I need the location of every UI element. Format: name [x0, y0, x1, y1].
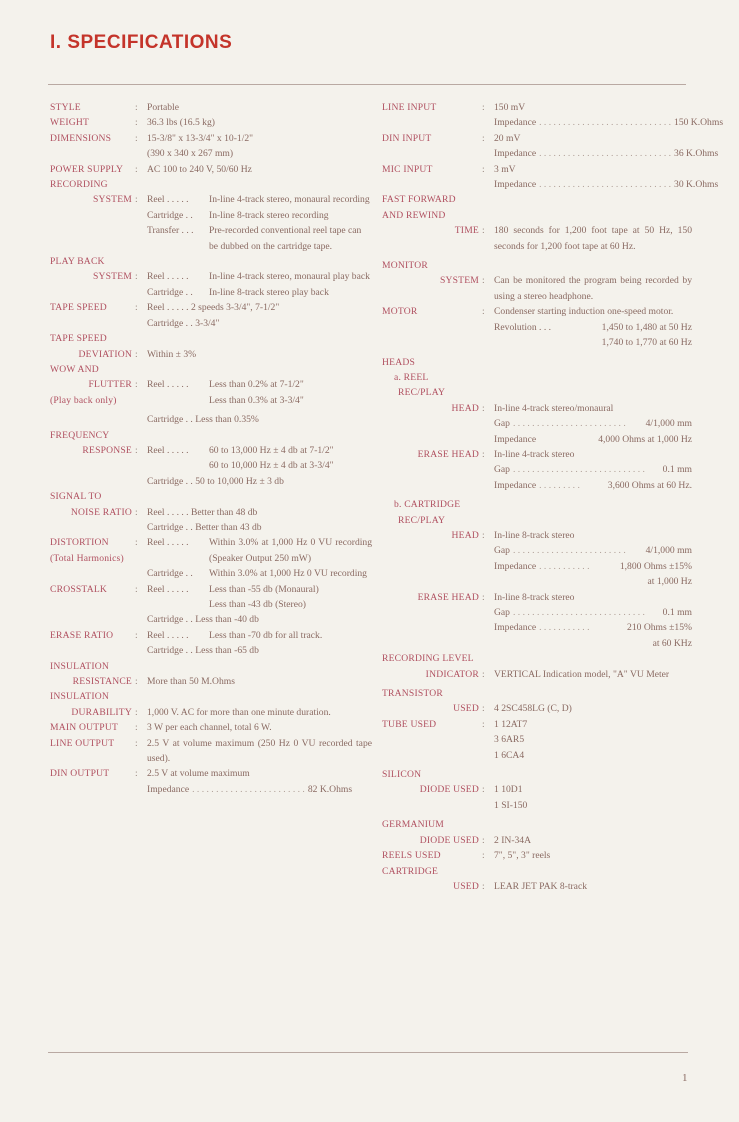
spec-playback: PLAY BACK SYSTEM : Reel . . . . . In-line 4-track stereo, monaural play back Cartridge . . In-line 8-track stereo play back [50, 256, 370, 298]
spec-line-output: LINE OUTPUT : 2.5 V at volume maximum (250 Hz 0 VU recorded tape used). [50, 737, 372, 765]
spec-power-supply: POWER SUPPLY : AC 100 to 240 V, 50/60 Hz [50, 163, 252, 175]
spec-insulation-resistance: INSULATION RESISTANCE : More than 50 M.Ohms [50, 660, 235, 688]
spec-recording-level-indicator: RECORDING LEVEL INDICATOR : VERTICAL Indication model, "A" VU Meter [382, 653, 670, 680]
right-spec-column [382, 100, 724, 894]
spec-transistor-used: TRANSISTOR USED : 4 2SC458LG (C, D) [382, 688, 572, 715]
spec-line-input: LINE INPUT : 150 mV Impedance . . . . . . . . . . . . . . . . . . . . . . . . . . . . 150 K.Ohms [382, 102, 724, 129]
spec-silicon-diode-used: SILICON DIODE USED : 1 10D1 1 SI-150 [382, 769, 528, 811]
spec-mic-input: MIC INPUT : 3 mV Impedance . . . . . . . . . . . . . . . . . . . . . . . . . . . . 30 K.Ohms [382, 163, 719, 191]
spec-cartridge-used: CARTRIDGE USED : LEAR JET PAK 8-track [382, 865, 587, 892]
spec-tube-used: TUBE USED : 1 12AT7 3 6AR5 1 6CA4 [382, 718, 528, 761]
spec-erase-ratio: ERASE RATIO : Reel . . . . . Less than -70 db for all track. Cartridge . . Less than -65 db [50, 629, 323, 657]
bottom-divider [48, 1052, 688, 1053]
page-number: 1 [682, 1072, 688, 1084]
page-title: I. SPECIFICATIONS [50, 32, 233, 53]
spec-crosstalk: CROSSTALK : Reel . . . . . Less than -55 db (Monaural) Less than -43 db (Stereo) Cartridge . . Less than -40 db [50, 583, 319, 626]
spec-main-output: MAIN OUTPUT : 3 W per each channel, total 6 W. [50, 722, 272, 734]
spec-tape-speed: TAPE SPEED : Reel . . . . . 2 speeds 3-3/4", 7-1/2" Cartridge . . 3-3/4" [50, 302, 280, 329]
spec-germanium-diode-used: GERMANIUM DIODE USED : 2 IN-34A [382, 819, 532, 846]
spec-signal-noise-ratio: SIGNAL TO NOISE RATIO : Reel . . . . . Better than 48 db Cartridge . . Better than 43 db [50, 491, 262, 533]
spec-insulation-durability: INSULATION DURABILITY : 1,000 V. AC for more than one minute duration. [50, 691, 331, 718]
left-spec-column [50, 100, 372, 797]
spec-weight: WEIGHT : 36.3 lbs (16.5 kg) [50, 117, 215, 129]
spec-style: STYLE : Portable [50, 102, 179, 113]
top-divider [48, 84, 686, 85]
spec-din-input: DIN INPUT : 20 mV Impedance . . . . . . . . . . . . . . . . . . . . . . . . . . . . 36 K.Ohms [382, 132, 719, 160]
spec-reels-used: REELS USED : 7", 5", 3" reels [382, 850, 551, 862]
spec-dimensions: DIMENSIONS : 15-3/8" x 13-3/4" x 10-1/2" (390 x 340 x 267 mm) [50, 132, 254, 160]
spec-fast-forward-rewind: FAST FORWARD AND REWIND TIME : 180 seconds for 1,200 foot tape at 50 Hz, 150 seconds for 1,200 foot tape at 60 Hz. [382, 194, 692, 252]
spec-distortion: DISTORTION (Total Harmonics) : Reel . . . . . Within 3.0% at 1,000 Hz 0 VU recording (Speaker Output 250 mW) Cartridge . . Within 3.0% at 1,000 Hz 0 VU recording [50, 537, 372, 580]
spec-monitor-system: MONITOR SYSTEM : Can be monitored the program being recorded by using a stereo headphone. [382, 260, 692, 302]
spec-wow-flutter: WOW AND FLUTTER (Play back only) : Reel . . . . . Less than 0.2% at 7-1/2" Less than 0.3% at 3-3/4" Cartridge . . Less than 0.35% [50, 363, 304, 426]
spec-heads: HEADS a. REEL REC/PLAY HEAD : In-line 4-track stereo/monaural Gap . . . . . . . . . . . . . . . . . . . . . . . . 4/1,000 mm Impedance 4,000 Ohms at 1,000 Hz ERASE HEAD : In-line 4-track stereo Gap . . . . . . . . . . . . . . . . . . . . . . . . . . . . 0.1 mm Impedance . . . . . . . . . 3,600 Ohms at 60 Hz. b. CARTRIDGE REC/PLAY HEAD : In-line 8-track stereo Gap . . . . . . . . . . . . . . . . . . . . . . . . 4/1,000 mm Impedance . . . . . . . . . . . 1,800 Ohms ±15% at 1,000 Hz ERASE HEAD : In-line 8-track stereo Gap . . . . . . . . . . . . . . . . . . . . . . . . . . . . 0.1 mm Impedance . . . . . . . . . . . 210 Ohms ±15% at 60 KHz [382, 356, 692, 649]
spec-frequency-response: FREQUENCY RESPONSE : Reel . . . . . 60 to 13,000 Hz ± 4 db at 7-1/2" 60 to 10,000 Hz ± 4 db at 3-3/4" Cartridge . . 50 to 10,000 Hz ± 3 db [50, 429, 334, 487]
spec-motor: MOTOR : Condenser starting induction one-speed motor. Revolution . . . 1,450 to 1,480 at 50 Hz 1,740 to 1,770 at 60 Hz [382, 306, 692, 349]
spec-tape-speed-deviation: TAPE SPEED DEVIATION : Within ± 3% [50, 333, 197, 360]
spec-din-output: DIN OUTPUT : 2.5 V at volume maximum Impedance . . . . . . . . . . . . . . . . . . . . . . . . 82 K.Ohms [50, 768, 353, 795]
spec-recording: RECORDING SYSTEM : Reel . . . . . In-line 4-track stereo, monaural recording Cartridge . . In-line 8-track stereo recording Transfer . . . Pre-recorded conventional reel tape can be dubbed on the cartridge tape. [50, 179, 370, 252]
